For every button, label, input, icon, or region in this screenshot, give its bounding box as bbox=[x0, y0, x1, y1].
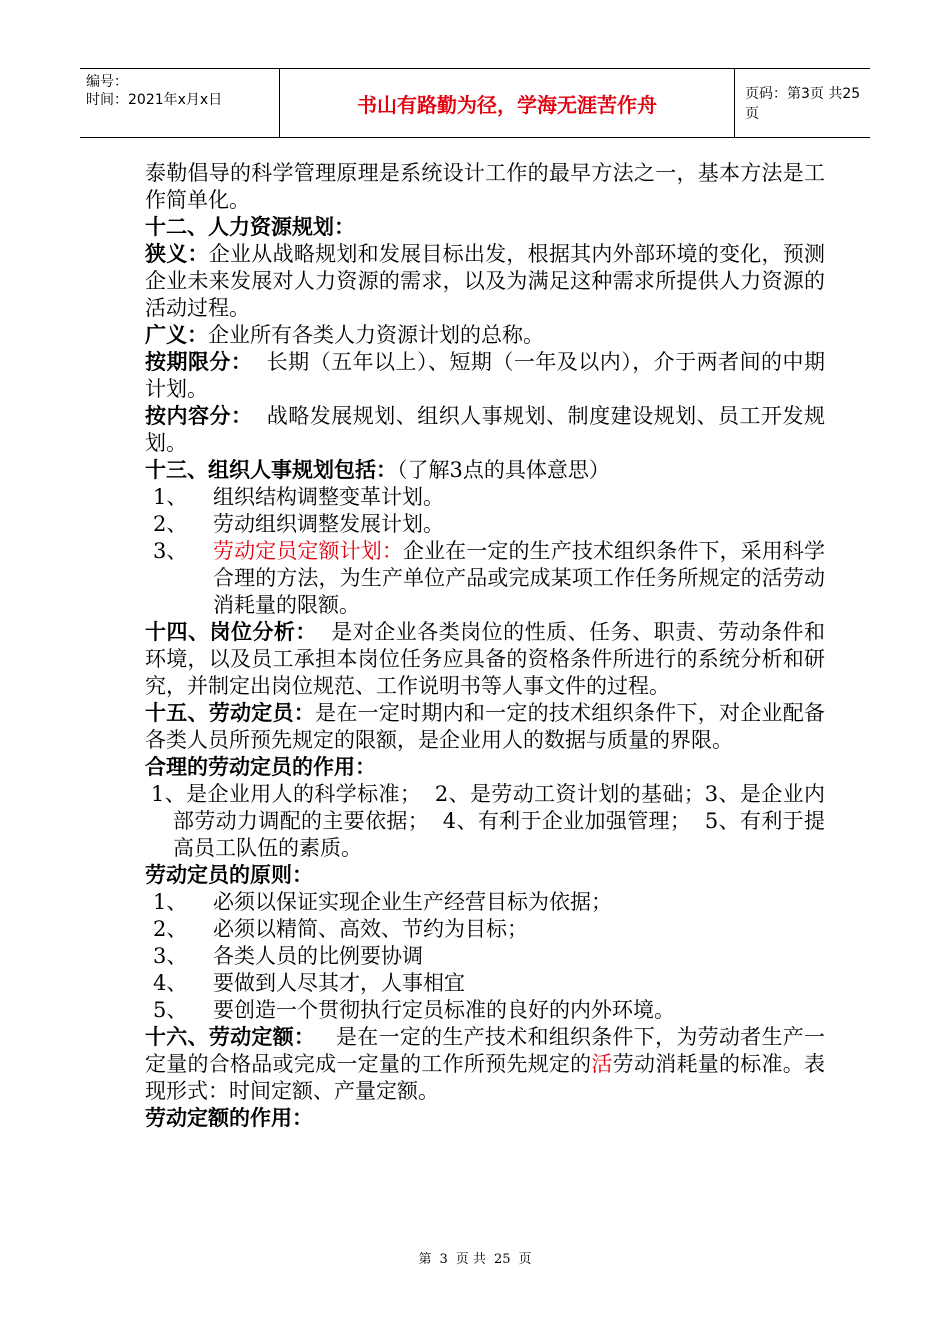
section-heading-13 bbox=[145, 457, 825, 484]
broad-text: 企业所有各类人力资源计划的总称。 bbox=[208, 323, 544, 347]
header-motto: 书山有路勤为径，学海无涯苦作舟 bbox=[280, 69, 735, 137]
staffing-text: 是在一定时期内和一定的技术组织条件下，对企业配备各类人员所预先规定的限额，是企业用人的数据与质量的界限。 bbox=[145, 701, 826, 752]
list-item: 1、 组织结构调整变革计划。 bbox=[153, 485, 444, 509]
list-item: 2、 必须以精简、高效、节约为目标； bbox=[153, 917, 528, 941]
footer-page: 3 bbox=[439, 1252, 448, 1267]
labor-quota-red: 活 bbox=[591, 1052, 613, 1076]
document-body bbox=[145, 160, 825, 1132]
list-item: 1、 必须以保证实现企业生产经营目标为依据； bbox=[153, 890, 612, 914]
content-text: 战略发展规划、组织人事规划、制度建设规划、员工开发规划。 bbox=[145, 404, 825, 455]
labor-quota-text-a: 是在一定的生产技术和组织条件下，为劳动者生产一定量的合格品或完成一定量的工作所预先规定的 bbox=[145, 1025, 826, 1076]
broad-label: 广义： bbox=[145, 323, 208, 347]
header-page-info: 页码：第3页 共25页 bbox=[745, 86, 861, 122]
list-item: 3、 各类人员的比例要协调 bbox=[153, 944, 423, 968]
footer-mid: 页 共 bbox=[455, 1252, 486, 1267]
paragraph-taylor: 泰勒倡导的科学管理原理是系统设计工作的最早方法之一，基本方法是工作简单化。 bbox=[145, 161, 825, 212]
footer-prefix: 第 bbox=[418, 1252, 432, 1267]
heading-16-text: 十六、劳动定额： bbox=[145, 1025, 316, 1049]
paragraph-broad-definition bbox=[145, 322, 825, 349]
section-heading-16 bbox=[145, 1024, 825, 1105]
paragraph-by-content bbox=[145, 403, 825, 457]
quota-plan-label: 劳动定员定额计划： bbox=[213, 539, 403, 563]
header-info bbox=[80, 69, 280, 137]
term-label: 按期限分： bbox=[145, 350, 253, 374]
quota-plan-text: 企业在一定的生产技术组织条件下，采用科学合理的方法，为生产单位产品或完成某项工作任务所规定的活劳动消耗量的限额。 bbox=[213, 539, 826, 617]
term-text: 长期（五年以上）、短期（一年及以内），介于两者间的中期计划。 bbox=[145, 350, 825, 401]
paragraph-by-term bbox=[145, 349, 825, 403]
time-label: 时间：2021年x月x日 bbox=[86, 92, 223, 108]
paragraph-staffing-role: 1、是企业用人的科学标准； 2、是劳动工资计划的基础；3、是企业内部劳动力调配的主要依据； 4、有利于企业加强管理； 5、有利于提高员工队伍的素质。 bbox=[151, 782, 825, 860]
list-item: 3、 bbox=[153, 539, 188, 563]
section-heading-15 bbox=[145, 700, 825, 754]
number-label: 编号： bbox=[86, 74, 128, 90]
paragraph-narrow-definition bbox=[145, 241, 825, 322]
subheading-quota-role: 劳动定额的作用： bbox=[145, 1106, 313, 1130]
job-analysis-text: 是对企业各类岗位的性质、任务、职责、劳动条件和环境，以及员工承担本岗位任务应具备的资格条件所进行的系统分析和研究，并制定出岗位规范、工作说明书等人事文件的过程。 bbox=[145, 620, 826, 698]
list-item: 5、 要创造一个贯彻执行定员标准的良好的内外环境。 bbox=[153, 998, 675, 1022]
list-item: 4、 要做到人尽其才，人事相宜 bbox=[153, 971, 465, 995]
heading-13-text: 十三、组织人事规划包括： bbox=[145, 458, 397, 482]
footer-total: 25 bbox=[493, 1252, 511, 1267]
list-item-3-body bbox=[145, 538, 825, 619]
section-heading-14 bbox=[145, 619, 825, 700]
page-footer bbox=[0, 1248, 950, 1267]
labor-quota-text-b: 劳动消耗量的标准。表现形式：时间定额、产量定额。 bbox=[145, 1052, 826, 1103]
footer-suffix: 页 bbox=[518, 1252, 532, 1267]
heading-14-text: 十四、岗位分析： bbox=[145, 620, 317, 644]
section-heading-12: 十二、人力资源规划： bbox=[145, 215, 355, 239]
subheading-staffing-role: 合理的劳动定员的作用： bbox=[145, 755, 376, 779]
heading-15-text: 十五、劳动定员： bbox=[145, 701, 316, 725]
subheading-staffing-principles: 劳动定员的原则： bbox=[145, 863, 313, 887]
content-label: 按内容分： bbox=[145, 404, 253, 428]
heading-13-note: （了解3点的具体意思） bbox=[397, 458, 610, 482]
narrow-text: 企业从战略规划和发展目标出发，根据其内外部环境的变化，预测企业未来发展对人力资源的需求，以及为满足这种需求所提供人力资源的活动过程。 bbox=[145, 242, 826, 320]
narrow-label: 狭义： bbox=[145, 242, 209, 266]
page-header bbox=[80, 68, 870, 138]
list-item: 2、 劳动组织调整发展计划。 bbox=[153, 512, 444, 536]
